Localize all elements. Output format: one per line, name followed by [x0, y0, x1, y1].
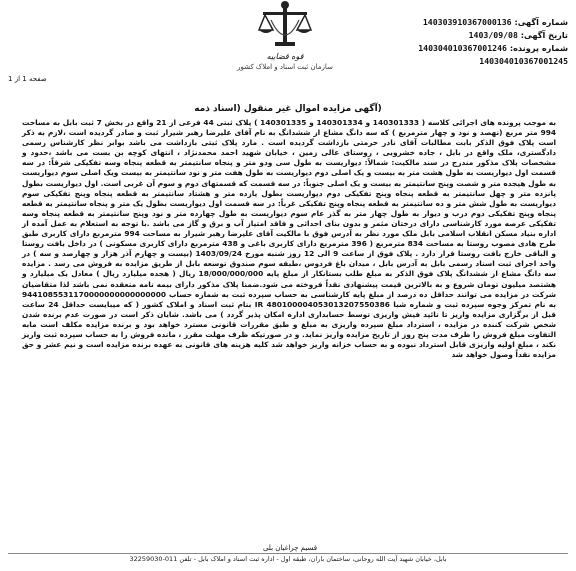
page-indicator: صفحه 1 از 1: [8, 75, 47, 83]
org-name-registration: سازمان ثبت اسناد و املاک کشور: [237, 63, 333, 71]
case-number-row: شماره پرونده: 140304010367001246: [418, 43, 568, 53]
document-title: (آگهی مزایده اموال غیر منقول (اسناد ذمه: [194, 104, 382, 114]
footer-address: بابل، خیابان شهید آیت الله روحانی، ساختمان باران، طبقه اول - اداره ثبت اسناد و املاک بابل - تلفن 011-32259030: [129, 555, 447, 563]
auction-notice-body: به موجب پرونده های اجرائی کلاسه ( 140301333 و 140301334 و 140301335 ) پلاک ثبتی 44 فرعی از 21 واقع در بخش 7 ثبت بابل به مساحت 994 متر مربع (نهصد و نود و چهار مترمربع ) که سه دانگ مشاع از ششدانگ به نام آقای علیرضا رهبر شیرار ثبت و صادر گردیده است ،لازم به ذکر است پلاک فوق الذکر بابت مطالبات آقای نادر حرمتی بازداشت گردیده است . مارد پلاک ثبتی بازداشت می باشد بوابر نظر کارشناس رسمی دادگستری، ملک واقع در بابل ، جاده خشرویی ، روستای عالی زمین ، خیابان شهید احمد محمدنژاد ، انتهای کوچه بن بست می باشد ،حدود و مشخصات پلاک مذکور مندرج در سند مالکیت: شمالاً: دیواریست به طول سی ودو متر و پنجاه سانتیمتر به قطعه پنجاه وسه تفکیکی شرقاً: در سه قسمت اول دیواریست به طول هشت متر به بیست و یک اصلی دوم دیواریست به طول هفت متر و نود سانتیمتر به بیست ویک اصلی سوم دیواریست به طول هیجده متر و شصت وپنج سانتیمتر به بیست و یک اصلی جنوباً: در سه قسمت که قسمتهای دوم و سوم آن غربی است. اول دیواریست بطول پانزده متر و چهل سانتیمتر به قطعه پنجاه وپنج تفکیکی دوم دیواریست بطول یازده متر و هشتاد سانتیمتر به قطعه پنجاه وپنج تفکیکی سوم دیواریست به طول شش متر و ده سانتیمتر به قطعه پنجاه وپنج تفکیکی غرباً: در سه قسمت اول دیواریست بطول یک متر و پنجاه سانتیمتر به قطعه پنجاه وپنج تفکیکی دوم درب و دیوار به طول چهار متر به گذر عام سوم دیواریست به طول چهارده متر و نود وپنج سانتیمتر به قطعه پنجاه وسه تفکیکی عرصه مورد کارشناسی دارای درختان مثمر و بدون بنای احداثی و فاقد امتیاز آب و برق و گاز می باشد .با توجه به استعلام به عمل آمده از اداره بنیاد مسکن انقلاب اسلامی بابل ملک مورد نظر به آدرس فوق با مالکیت آقای علیرضا رهبر شیرار به مساحت 994 مترمربع دارای کاربری طبق طرح هادی مصوب روستا به مساحت 834 مترمربع ( 396 مترمربع دارای کاربری باغی و 438 مترمربع دارای کاربری مسکونی ) در داخل بافت روستا و الباقی خارج بافت روستا قرار دارد . پلاک فوق از ساعت 9 الی 12 روز شنبه مورخ 1403/09/24 (بیست و چهارم آذر هزار و چهارصد و سه ) در واحد اجرای ثبت اسناد رسمی بابل به آدرس بابل ، میدان باغ فردوس ،طبقه سوم صندوق توسعه بابل از طریق مزایده به فروش می رسد . مزایده سه دانگ مشاع از ششدانگ پلاک فوق الذکر به مبلغ طلب بستانکار از مبلغ پایه 18/000/000/000 ریال ( هجده میلیارد ریال ) معادل یک میلیارد و هشتصد میلیون تومان شروع و به بالاترین قیمت پیشنهادی نقداً فروخته می شود.ضمنا پلاک مذکور دارای بیمه نامه منعقده نمی باشد لذا متقاضیان شرکت در مزایده می توانند حداقل ده درصد از مبلغ پایه کارشناسی به حساب سپرده ثبت به شماره حساب 9441085531170000000000000000 به نام تمرکز وجوه سپرده ثبت و شماره شبا IR 480100004053013207550386 بنام ثبت اسناد و املاک کشور ( که میبایست حداقل 24 ساعت قبل از برگزاری مزایده واریز تا تائید فیش واریزی توسط حسابداری اداره امکان پذیر گردد ) می باشد. شایان ذکر است در صورت عدم برنده شدن شخص شرکت کننده در مزایده ، استرداد مبلغ سپرده واریزی به مبلغ و طبق مقررات قانونی مسترد خواهد بود و برنده مزایده مکلف است مابه التفاوت مبلغ فروش را ظرف مدت پنج روز از تاریخ مزایده واریز نماید. و در صورتیکه ظرف مهلت مقرر ، مانده فروش را به حساب سپرده ثبت واریز نکند ، مبلغ اولیه واریزی قابل استرداد نبوده و به حساب خزانه واریز خواهد شد کلیه هزینه های قانونی به عهده برنده مزایده است و نیم عشر و حق مزایده نقداً وصول خواهد شد: [22, 118, 557, 360]
extra-number-row: [428, 55, 568, 68]
document-header: [0, 0, 576, 98]
footer-divider: [8, 553, 568, 554]
signature: قسیم چراغیان بلی: [262, 544, 318, 552]
ad-number-row: شماره آگهی: 140303910367000136: [422, 17, 568, 27]
case-number: 140304010367001246: [418, 43, 507, 53]
judiciary-logo: [210, 0, 360, 80]
ad-date-row: تاریخ آگهی: 1403/09/08: [468, 30, 568, 40]
scales-emblem-icon: [257, 0, 313, 50]
ad-date: 1403/09/08: [468, 30, 518, 40]
org-name-judiciary: قوه قضاییه: [266, 52, 304, 61]
ad-metadata: [418, 16, 568, 68]
ad-number: 140303910367000136: [422, 17, 512, 27]
extra-number: 140304010367001245: [479, 56, 568, 66]
